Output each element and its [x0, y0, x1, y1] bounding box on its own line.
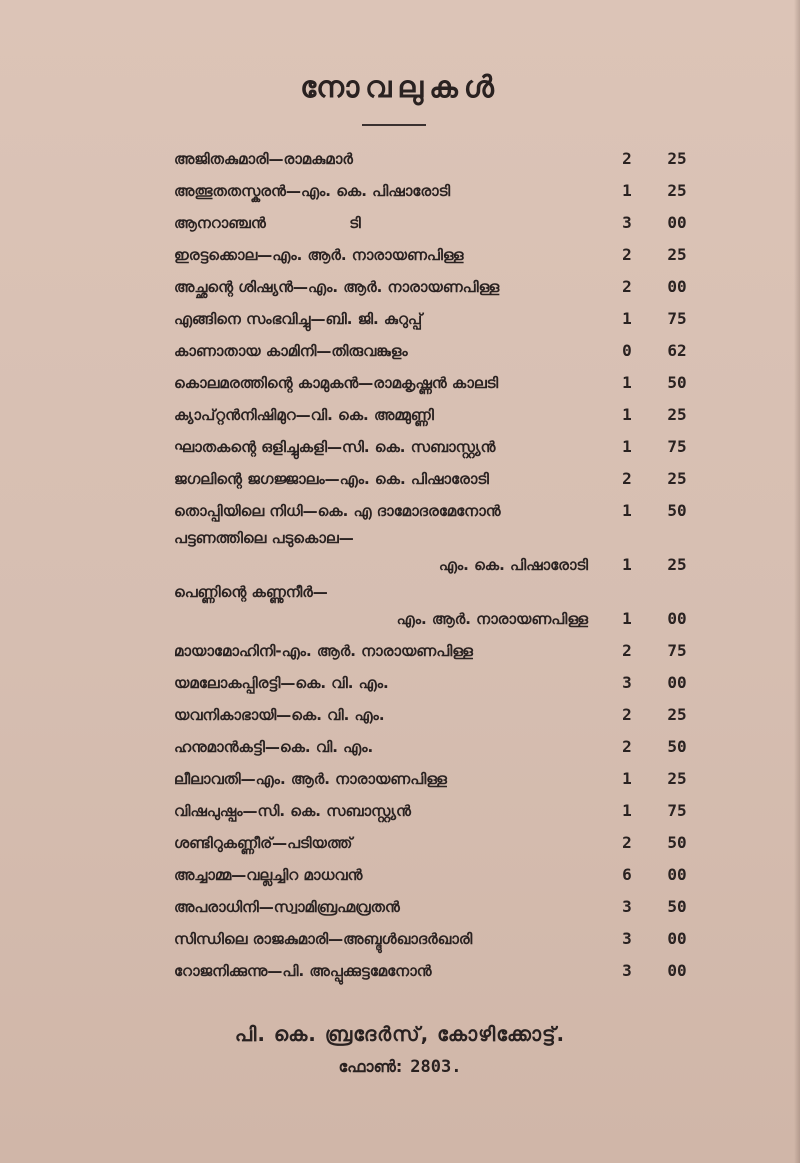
book-title: യവനികാഭായി—കെ. വി. എം.	[174, 706, 385, 724]
page-edge-shadow	[794, 0, 800, 1163]
price-rupees: 2	[622, 469, 632, 488]
price-paise: 00	[667, 609, 687, 628]
price-rupees: 3	[622, 897, 632, 916]
price-rupees: 3	[622, 673, 632, 692]
book-row	[0, 955, 800, 987]
book-row	[0, 549, 800, 581]
price-paise: 25	[667, 769, 687, 788]
price-paise: 00	[667, 277, 687, 296]
price-rupees: 1	[622, 309, 632, 328]
book-title: കാണാതായ കാമിനി—തിരുവങ്കുളം	[174, 342, 408, 360]
price-paise: 75	[667, 641, 687, 660]
price-paise: 00	[667, 961, 687, 980]
book-title: ആനറാഞ്ചൻ ടി	[174, 214, 361, 232]
book-row	[0, 335, 800, 367]
book-title: വിഷപുഷ്പം—സി. കെ. സബാസ്റ്റ്യൻ	[174, 802, 411, 820]
price-rupees: 3	[622, 213, 632, 232]
book-row	[0, 175, 800, 207]
book-title: ഇരട്ടക്കൊല—എം. ആർ. നാരായണപിള്ള	[174, 246, 464, 264]
price-paise: 00	[667, 865, 687, 884]
price-paise: 50	[667, 737, 687, 756]
book-title: തൊപ്പിയിലെ നിധി—കെ. എ ദാമോദരമേനോൻ	[174, 502, 501, 520]
price-paise: 25	[667, 149, 687, 168]
price-rupees: 1	[622, 801, 632, 820]
price-rupees: 3	[622, 929, 632, 948]
price-paise: 00	[667, 213, 687, 232]
price-paise: 25	[667, 555, 687, 574]
price-rupees: 6	[622, 865, 632, 884]
price-rupees: 2	[622, 737, 632, 756]
price-rupees: 2	[622, 245, 632, 264]
book-title: ശണ്ടിറുകണ്ണീര്—പടിയത്ത്	[174, 834, 353, 852]
book-title: എങ്ങിനെ സംഭവിച്ചു—ബി. ജി. കുറുപ്പ്	[174, 310, 423, 328]
price-paise: 75	[667, 309, 687, 328]
book-title: എം. കെ. പിഷാരോടി	[438, 556, 588, 574]
book-title: ലീലാവതി—എം. ആർ. നാരായണപിള്ള	[174, 770, 447, 788]
book-row	[0, 399, 800, 431]
price-paise: 25	[667, 469, 687, 488]
book-row	[0, 431, 800, 463]
book-row	[0, 367, 800, 399]
book-title: ജഗലിന്റെ ജഗജ്ജാലം—എം. കെ. പിഷാരോടി	[174, 470, 489, 488]
price-rupees: 2	[622, 705, 632, 724]
price-rupees: 1	[622, 769, 632, 788]
book-row	[0, 763, 800, 795]
price-rupees: 1	[622, 555, 632, 574]
price-rupees: 3	[622, 961, 632, 980]
book-row	[0, 635, 800, 667]
price-rupees: 1	[622, 181, 632, 200]
price-rupees: 1	[622, 609, 632, 628]
price-paise: 50	[667, 373, 687, 392]
book-row	[0, 891, 800, 923]
price-rupees: 2	[622, 149, 632, 168]
book-title: അപരാധിനി—സ്വാമിബ്രഹ്മവ്രതൻ	[174, 898, 400, 916]
phone-label: ഫോൺ:	[338, 1057, 403, 1076]
price-paise: 25	[667, 245, 687, 264]
price-paise: 25	[667, 405, 687, 424]
price-paise: 25	[667, 181, 687, 200]
price-rupees: 2	[622, 641, 632, 660]
book-row	[0, 581, 800, 603]
book-list	[0, 143, 800, 987]
book-title: പട്ടണത്തിലെ പടുകൊല—	[174, 529, 354, 547]
book-title: യമലോകപ്പിരട്ടി—കെ. വി. എം.	[174, 674, 389, 692]
book-title: അച്ചാമ്മ—വല്ലച്ചിറ മാധവൻ	[174, 866, 363, 884]
price-paise: 75	[667, 801, 687, 820]
price-paise: 25	[667, 705, 687, 724]
book-title: കൊലമരത്തിന്റെ കാമുകൻ—രാമകൃഷ്ണൻ കാലടി	[174, 374, 499, 392]
price-paise: 00	[667, 929, 687, 948]
book-row	[0, 795, 800, 827]
phone-line	[0, 1057, 800, 1077]
price-paise: 75	[667, 437, 687, 456]
book-title: ഘാതകന്റെ ഒളിച്ചുകളി—സി. കെ. സബാസ്റ്റ്യൻ	[174, 438, 496, 456]
book-title: സിന്ധിലെ രാജകുമാരി—അബ്ദുൾഖാദർഖാരി	[174, 930, 473, 948]
book-row	[0, 667, 800, 699]
book-title: മായാമോഹിനി-എം. ആർ. നാരായണപിള്ള	[174, 642, 473, 660]
book-row	[0, 463, 800, 495]
page-title: നോവലുകൾ	[300, 70, 500, 105]
book-title: ഹനുമാൻകട്ടി—കെ. വി. എം.	[174, 738, 374, 756]
price-paise: 00	[667, 673, 687, 692]
publisher-name: പി. കെ. ബ്രദേർസ്, കോഴിക്കോട്ട്.	[234, 1022, 566, 1046]
book-row	[0, 271, 800, 303]
phone-number: 2803.	[410, 1057, 462, 1077]
book-row	[0, 923, 800, 955]
price-rupees: 2	[622, 833, 632, 852]
title-divider	[362, 124, 426, 126]
book-title: റോജനിക്കുന്നു—പി. അപ്പുക്കുട്ടമേനോൻ	[174, 962, 432, 980]
book-row	[0, 239, 800, 271]
book-row	[0, 303, 800, 335]
book-title: പെണ്ണിന്റെ കണ്ണുനീർ—	[174, 583, 328, 601]
price-paise: 50	[667, 897, 687, 916]
price-paise: 50	[667, 501, 687, 520]
book-title: അത്ഭുതതസ്കരൻ—എം. കെ. പിഷാരോടി	[174, 182, 451, 200]
price-paise: 62	[667, 341, 687, 360]
price-rupees: 0	[622, 341, 632, 360]
price-rupees: 1	[622, 405, 632, 424]
book-title: അജിതകുമാരി—രാമകുമാർ	[174, 150, 353, 168]
book-row	[0, 143, 800, 175]
price-rupees: 1	[622, 373, 632, 392]
price-rupees: 1	[622, 501, 632, 520]
book-row	[0, 731, 800, 763]
book-row	[0, 527, 800, 549]
book-title: എം. ആർ. നാരായണപിള്ള	[396, 610, 588, 628]
book-row	[0, 207, 800, 239]
book-title: ക്യാപ്റ്റൻനിഷിമുറ—വി. കെ. അമ്മുണ്ണി	[174, 406, 434, 424]
book-title: അച്ഛന്റെ ശിഷ്യൻ—എം. ആർ. നാരായണപിള്ള	[174, 278, 500, 296]
book-row	[0, 699, 800, 731]
book-row	[0, 859, 800, 891]
price-rupees: 2	[622, 277, 632, 296]
book-row	[0, 827, 800, 859]
book-row	[0, 495, 800, 527]
price-paise: 50	[667, 833, 687, 852]
price-rupees: 1	[622, 437, 632, 456]
book-row	[0, 603, 800, 635]
